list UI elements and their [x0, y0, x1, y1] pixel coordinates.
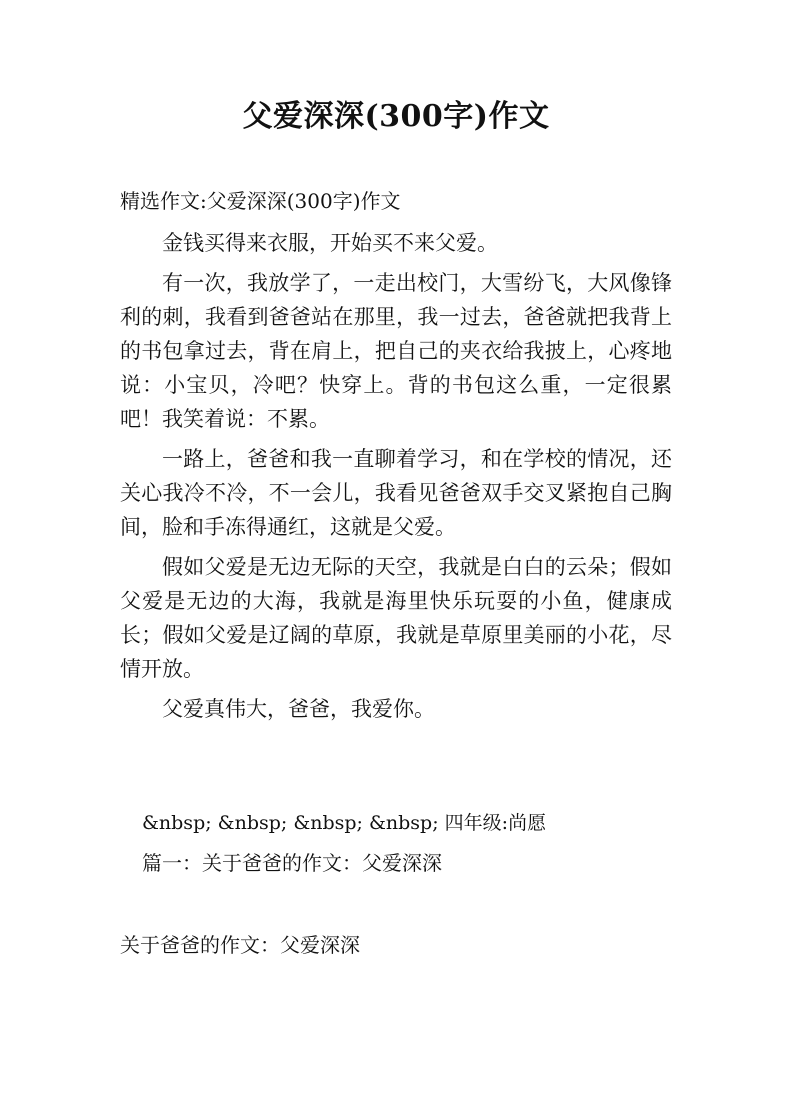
author-line: &nbsp; &nbsp; &nbsp; &nbsp; 四年级:尚愿 — [142, 812, 547, 834]
footer-heading: 关于爸爸的作文：父爱深深 — [120, 933, 360, 957]
essay-body — [120, 226, 672, 732]
essay-paragraph-2: 有一次，我放学了，一走出校门，大雪纷飞，大风像锋利的刺，我看到爸爸站在那里，我一过去，爸爸就把我背上的书包拿过去，背在肩上，把自己的夹衣给我披上，心疼地说：小宝贝，冷吧？快穿上。背的书包这么重，一定很累吧！我笑着说：不累。 — [120, 271, 672, 431]
section-heading: 篇一：关于爸爸的作文：父爱深深 — [142, 851, 442, 875]
essay-paragraph-3: 一路上，爸爸和我一直聊着学习，和在学校的情况，还关心我冷不冷，不一会儿，我看见爸爸双手交叉紧抱自己胸间，脸和手冻得通红，这就是父爱。 — [120, 447, 672, 539]
essay-paragraph-1: 金钱买得来衣服，开始买不来父爱。 — [162, 231, 498, 255]
document-subtitle: 精选作文:父爱深深(300字)作文 — [120, 189, 401, 213]
document-title: 父爱深深(300字)作文 — [242, 99, 550, 134]
essay-paragraph-4: 假如父爱是无边无际的天空，我就是白白的云朵；假如父爱是无边的大海，我就是海里快乐玩耍的小鱼，健康成长；假如父爱是辽阔的草原，我就是草原里美丽的小花，尽情开放。 — [120, 555, 672, 681]
essay-paragraph-5: 父爱真伟大，爸爸，我爱你。 — [162, 697, 435, 721]
